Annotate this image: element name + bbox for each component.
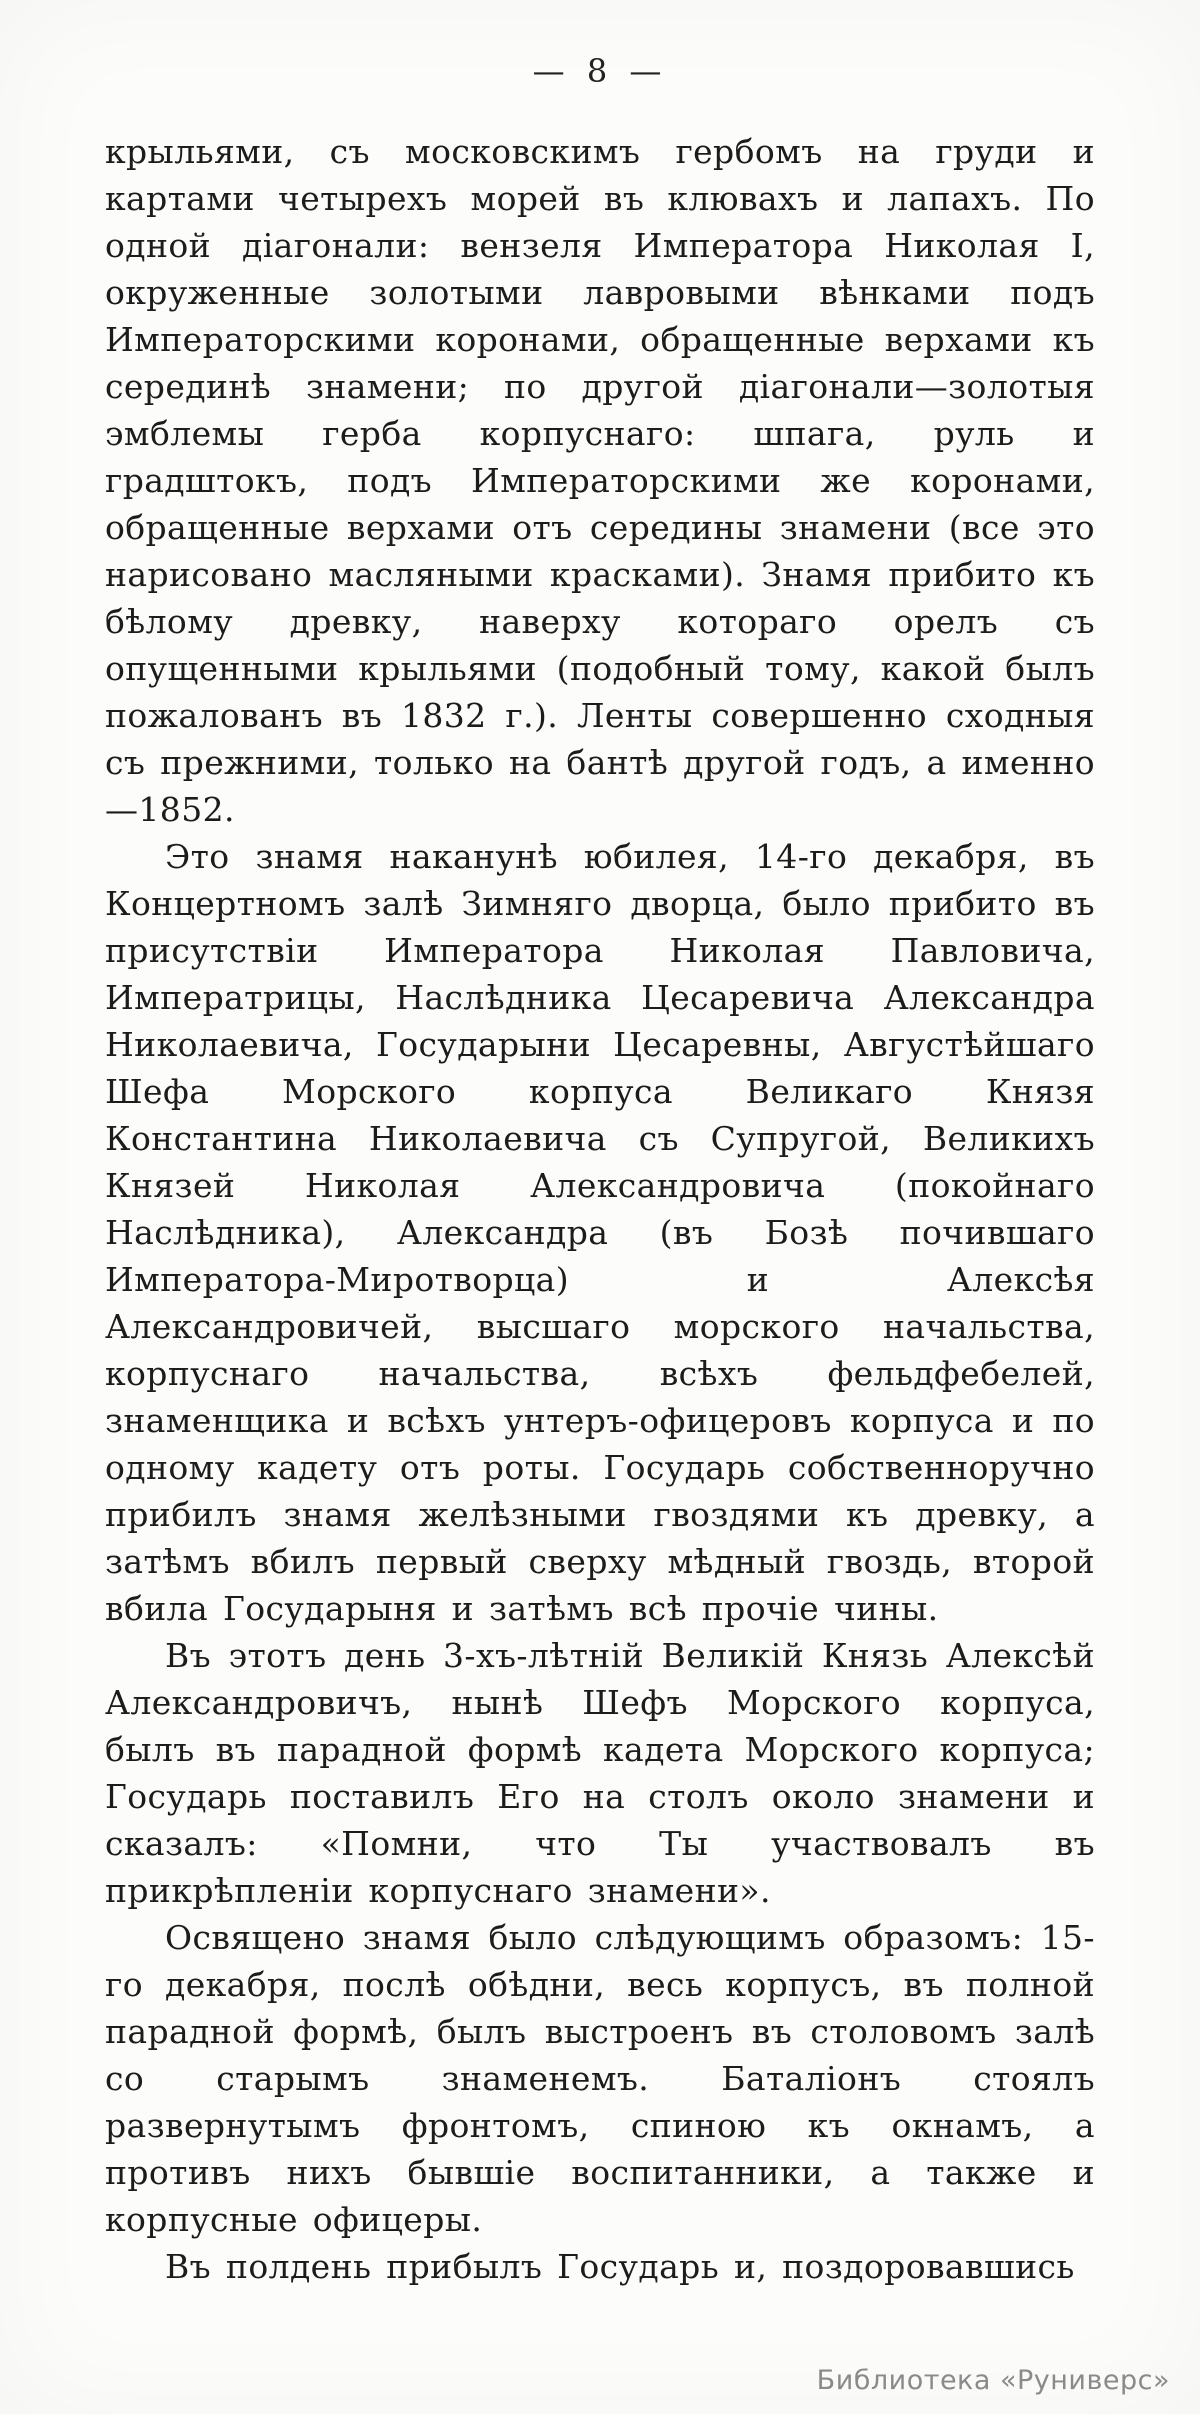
page-text-block — [105, 128, 1095, 2290]
paragraph: Это знамя наканунѣ юбилея, 14-го декабря, въ Концертномъ залѣ Зимняго дворца, было прибито въ присутствіи Императора Николая Павловича, Императрицы, Наслѣдника Цесаревича Александра Николаевича, Государыни Цесаревны, Августѣйшаго Шефа Морского корпуса Великаго Князя Константина Николаевича съ Супругой, Великихъ Князей Николая Александровича (покойнаго Наслѣдника), Александра (въ Бозѣ почившаго Императора-Миротворца) и Алексѣя Александровичей, высшаго морского начальства, корпуснаго начальства, всѣхъ фельдфебелей, знаменщика и всѣхъ унтеръ-офицеровъ корпуса и по одному кадету отъ роты. Государь собственноручно прибилъ знамя желѣзными гвоздями къ древку, а затѣмъ вбилъ первый сверху мѣдный гвоздь, второй вбила Государыня и затѣмъ всѣ прочіе чины. — [105, 837, 1095, 1628]
paragraph: Освящено знамя было слѣдующимъ образомъ: 15-го декабря, послѣ обѣдни, весь корпусъ, въ полной парадной формѣ, былъ выстроенъ въ столовомъ залѣ со старымъ знаменемъ. Баталіонъ стоялъ развернутымъ фронтомъ, спиною къ окнамъ, а противъ нихъ бывшіе воспитанники, а также и корпусные офицеры. — [105, 1918, 1095, 2239]
paragraph: Въ полдень прибылъ Государь и, поздоровавшись — [165, 2247, 1075, 2286]
watermark-label: Библиотека «Руниверс» — [816, 2365, 1170, 2396]
paragraph: Въ этотъ день 3-хъ-лѣтній Великій Князь Алексѣй Александровичъ, нынѣ Шефъ Морского корпуса, былъ въ парадной формѣ кадета Морского корпуса; Государь поставилъ Его на столъ около знамени и сказалъ: «Помни, что Ты участвовалъ въ прикрѣпленіи корпуснаго знамени». — [105, 1636, 1095, 1910]
page-number-header: — 8 — — [532, 52, 668, 90]
paragraph: крыльями, съ московскимъ гербомъ на груди и картами четырехъ морей въ клювахъ и лапахъ. По одной діагонали: вензеля Императора Николая I, окруженные золотыми лавровыми вѣнками подъ Императорскими коронами, обращенные верхами къ серединѣ знамени; по другой діагонали—золотыя эмблемы герба корпуснаго: шпага, руль и градштокъ, подъ Императорскими же коронами, обращенные верхами отъ середины знамени (все это нарисовано масляными красками). Знамя прибито къ бѣлому древку, наверху котораго орелъ съ опущенными крыльями (подобный тому, какой былъ пожалованъ въ 1832 г.). Ленты совершенно сходныя съ прежними, только на бантѣ другой годъ, а именно—1852. — [105, 132, 1095, 829]
